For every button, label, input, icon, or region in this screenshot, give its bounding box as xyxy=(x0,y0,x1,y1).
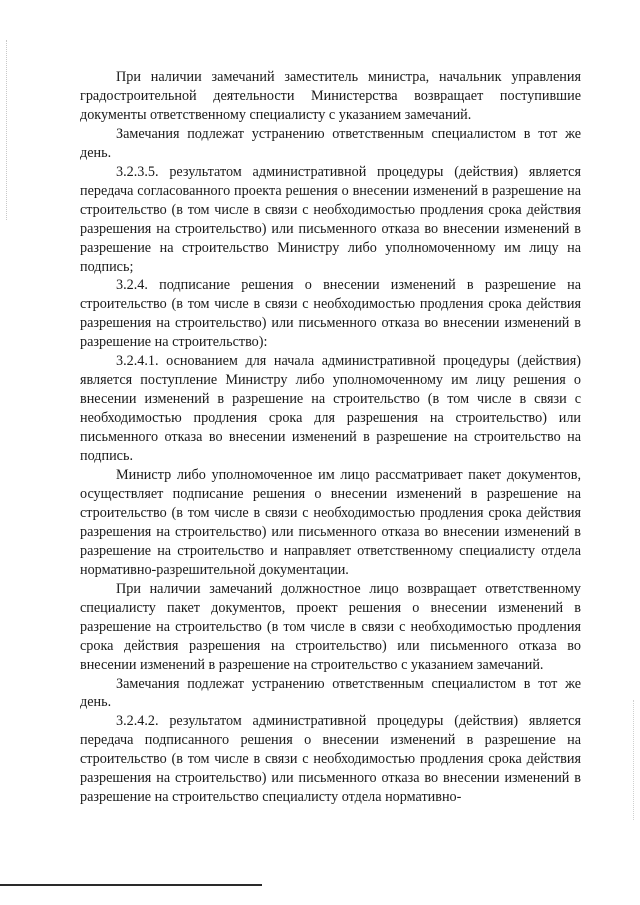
footnote-separator-line xyxy=(0,884,262,886)
scan-edge-marks-right xyxy=(633,700,636,820)
paragraph-remarks-return: При наличии замечаний заместитель министра, начальник управления градостроительной деятельности Министерства возвращает поступившие документы ответственному специалисту с указанием замечаний. xyxy=(80,69,581,123)
paragraph-official-remarks: При наличии замечаний должностное лицо возвращает ответственному специалисту пакет документов, проект решения о внесении изменений в разрешение на строительство (в том числе в связи с необходимостью продления срока действия разрешения на строительство) или письменного отказа во внесении изменений в разрешение на строительство с указанием замечаний. xyxy=(80,580,581,673)
paragraph-3-2-3-5: 3.2.3.5. результатом административной процедуры (действия) является передача согласованного проекта решения о внесении изменений в разрешение на строительство (в том числе в связи с необходимостью продления срока действия разрешения на строительство) или письменного отказа во внесении изменений в разрешение на строительство Министру либо уполномоченному им лицу на подпись; xyxy=(80,163,581,275)
paragraph-remarks-deadline: Замечания подлежат устранению ответственным специалистом в тот же день. xyxy=(80,125,581,161)
scan-edge-marks xyxy=(6,40,9,220)
paragraph-3-2-4: 3.2.4. подписание решения о внесении изменений в разрешение на строительство (в том числе в связи с необходимостью продления срока действия разрешения на строительство) или письменного отказа во внесении изменений в разрешение на строительство): xyxy=(80,277,581,351)
paragraph-3-2-4-2: 3.2.4.2. результатом административной процедуры (действия) является передача подписанного решения о внесении изменений в разрешение на строительство (в том числе в связи с необходимостью продления срока действия разрешения на строительство) или письменного отказа во внесении изменений в разрешение на строительство специалисту отдела нормативно- xyxy=(80,713,581,806)
document-body xyxy=(80,68,581,807)
paragraph-remarks-deadline-2: Замечания подлежат устранению ответственным специалистом в тот же день. xyxy=(80,675,581,711)
paragraph-minister-review: Министр либо уполномоченное им лицо рассматривает пакет документов, осуществляет подписание решения о внесении изменений в разрешение на строительство (в том числе в связи с необходимостью продления срока действия разрешения на строительство) или письменного отказа во внесении изменений в разрешение на строительство и направляет ответственному специалисту отдела нормативно-разрешительной документации. xyxy=(80,467,581,578)
paragraph-3-2-4-1: 3.2.4.1. основанием для начала административной процедуры (действия) является поступление Министру либо уполномоченному им лицу решения о внесении изменений в разрешение на строительство (в том числе в связи с необходимостью продления срока для разрешения на строительство) или письменного отказа во внесении изменений в разрешение на строительство на подпись. xyxy=(80,353,581,465)
